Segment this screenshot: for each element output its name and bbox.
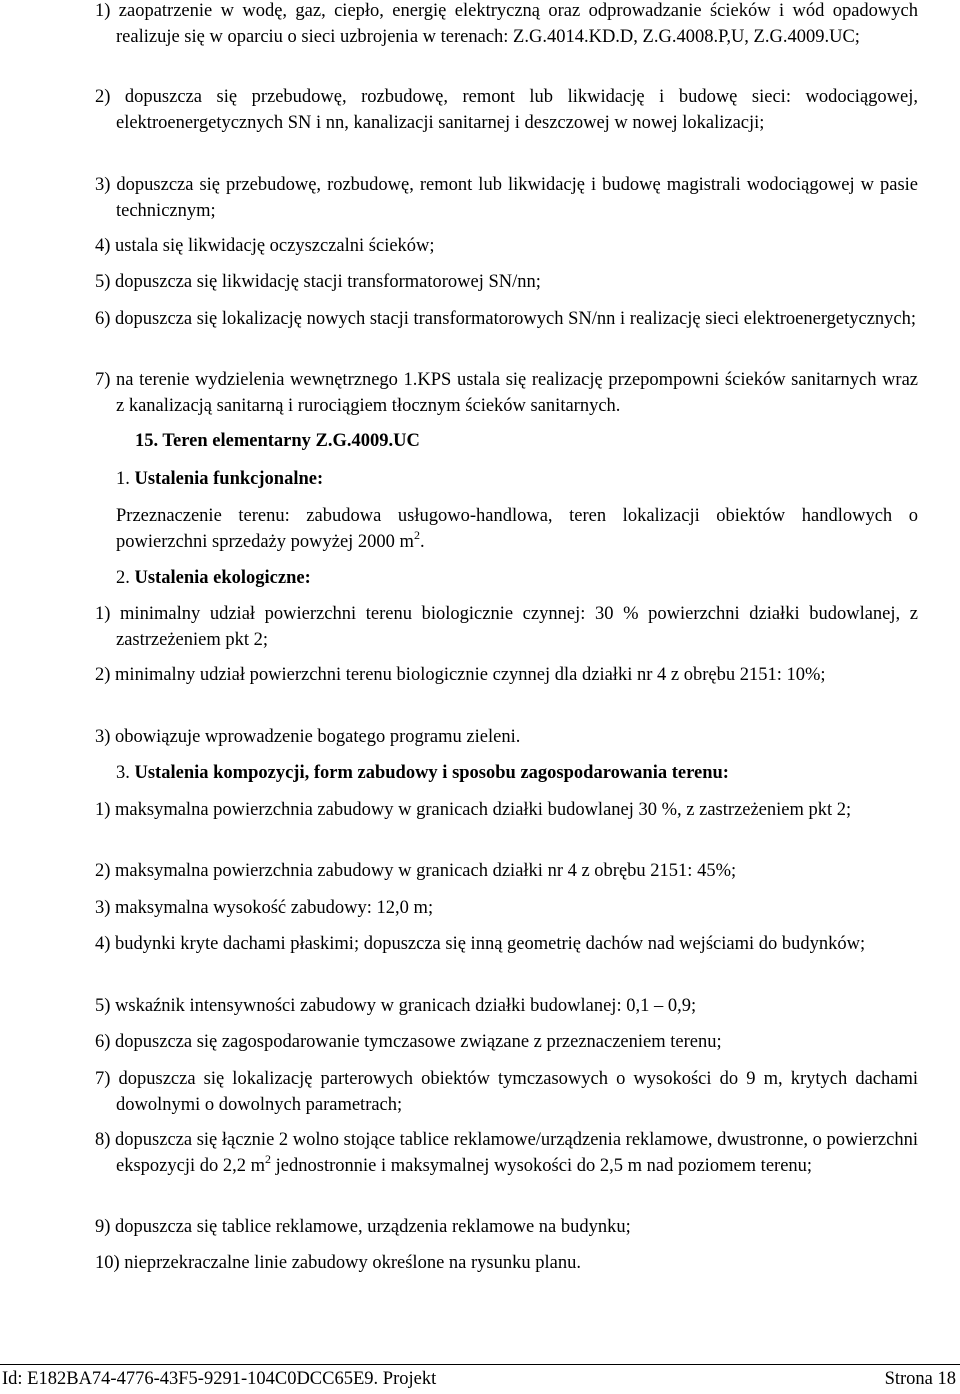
list-item: 7) na terenie wydzielenia wewnętrznego 1.KPS ustala się realizację przepompowni ścieków sanitarnych wraz z kanalizacją sanitarną i rurociągiem tłocznym ścieków sanitarnych.: [95, 370, 918, 416]
subsection-heading: [116, 760, 729, 786]
list-item-text: jednostronnie i maksymalnej wysokości do 2,5 m nad poziomem terenu;: [271, 1156, 813, 1176]
superscript: 2: [413, 527, 420, 542]
paragraph-end: .: [419, 532, 425, 552]
list-item: 3) maksymalna wysokość zabudowy: 12,0 m;: [95, 898, 434, 918]
subsection-number: 1.: [116, 469, 130, 489]
list-item: 1) maksymalna powierzchnia zabudowy w granicach działki budowlanej 30 %, z zastrzeżeniem pkt 2;: [95, 800, 852, 820]
paragraph-text: Przeznaczenie terenu: zabudowa usługowo-handlowa, teren lokalizacji obiektów handlowych o powierzchni sprzedaży powyżej 2000 m: [116, 506, 918, 552]
subsection-title: Ustalenia ekologiczne:: [134, 568, 311, 588]
footer-page-number: Strona 18: [884, 1369, 956, 1389]
list-item: 3) dopuszcza się przebudowę, rozbudowę, remont lub likwidację i budowę magistrali wodociągowej w pasie technicznym;: [95, 175, 918, 221]
list-item: 9) dopuszcza się tablice reklamowe, urządzenia reklamowe na budynku;: [95, 1217, 631, 1237]
list-item: 7) dopuszcza się lokalizację parterowych obiektów tymczasowych o wysokości do 9 m, krytych dachami dowolnymi o dowolnych parametrach;: [95, 1069, 918, 1115]
list-item: 1) minimalny udział powierzchni terenu biologicznie czynnej: 30 % powierzchni działki budowlanej, z zastrzeżeniem pkt 2;: [95, 604, 918, 650]
list-item: [95, 1127, 918, 1179]
superscript: 2: [265, 1151, 272, 1166]
list-item: 6) dopuszcza się lokalizację nowych stacji transformatorowych SN/nn i realizację sieci elektroenergetycznych;: [95, 309, 917, 329]
list-item: 5) dopuszcza się likwidację stacji transformatorowej SN/nn;: [95, 272, 541, 292]
list-item: 6) dopuszcza się zagospodarowanie tymczasowe związane z przeznaczeniem terenu;: [95, 1032, 722, 1052]
list-item: 10) nieprzekraczalne linie zabudowy określone na rysunku planu.: [95, 1253, 581, 1273]
footer-divider: [0, 1364, 960, 1365]
footer-document-id: Id: E182BA74-4776-43F5-9291-104C0DCC65E9. Projekt: [2, 1369, 437, 1389]
list-item: 2) minimalny udział powierzchni terenu biologicznie czynnej dla działki nr 4 z obrębu 2151: 10%;: [95, 665, 826, 685]
subsection-number: 2.: [116, 568, 130, 588]
subsection-title: Ustalenia funkcjonalne:: [134, 469, 324, 489]
list-item-text: 8) dopuszcza się łącznie 2 wolno stojące tablice reklamowe/urządzenia reklamowe, dwustronne, o powierzchni ekspozycji do 2,2 m: [95, 1130, 918, 1176]
list-item: 5) wskaźnik intensywności zabudowy w granicach działki budowlanej: 0,1 – 0,9;: [95, 996, 697, 1016]
subsection-heading: [116, 466, 323, 492]
list-item: 1) zaopatrzenie w wodę, gaz, ciepło, energię elektryczną oraz odprowadzanie ścieków i wód opadowych realizuje się w oparciu o sieci uzbrojenia w terenach: Z.G.4014.KD.D, Z.G.4008.P,U, Z.G.4009.UC;: [95, 1, 918, 47]
list-item: 4) ustala się likwidację oczyszczalni ścieków;: [95, 236, 435, 256]
list-item: 2) dopuszcza się przebudowę, rozbudowę, remont lub likwidację i budowę sieci: wodociągowej, elektroenergetycznych SN i nn, kanalizacji sanitarnej i deszczowej w nowej lokalizacji;: [95, 87, 918, 133]
list-item: 4) budynki kryte dachami płaskimi; dopuszcza się inną geometrię dachów nad wejściami do budynków;: [95, 934, 866, 954]
paragraph: [116, 503, 918, 555]
subsection-heading: [116, 565, 311, 591]
list-item: 3) obowiązuje wprowadzenie bogatego programu zieleni.: [95, 727, 521, 747]
subsection-number: 3.: [116, 763, 130, 783]
list-item: 2) maksymalna powierzchnia zabudowy w granicach działki nr 4 z obrębu 2151: 45%;: [95, 861, 737, 881]
subsection-title: Ustalenia kompozycji, form zabudowy i sposobu zagospodarowania terenu:: [134, 763, 729, 783]
section-title: 15. Teren elementarny Z.G.4009.UC: [135, 431, 420, 451]
